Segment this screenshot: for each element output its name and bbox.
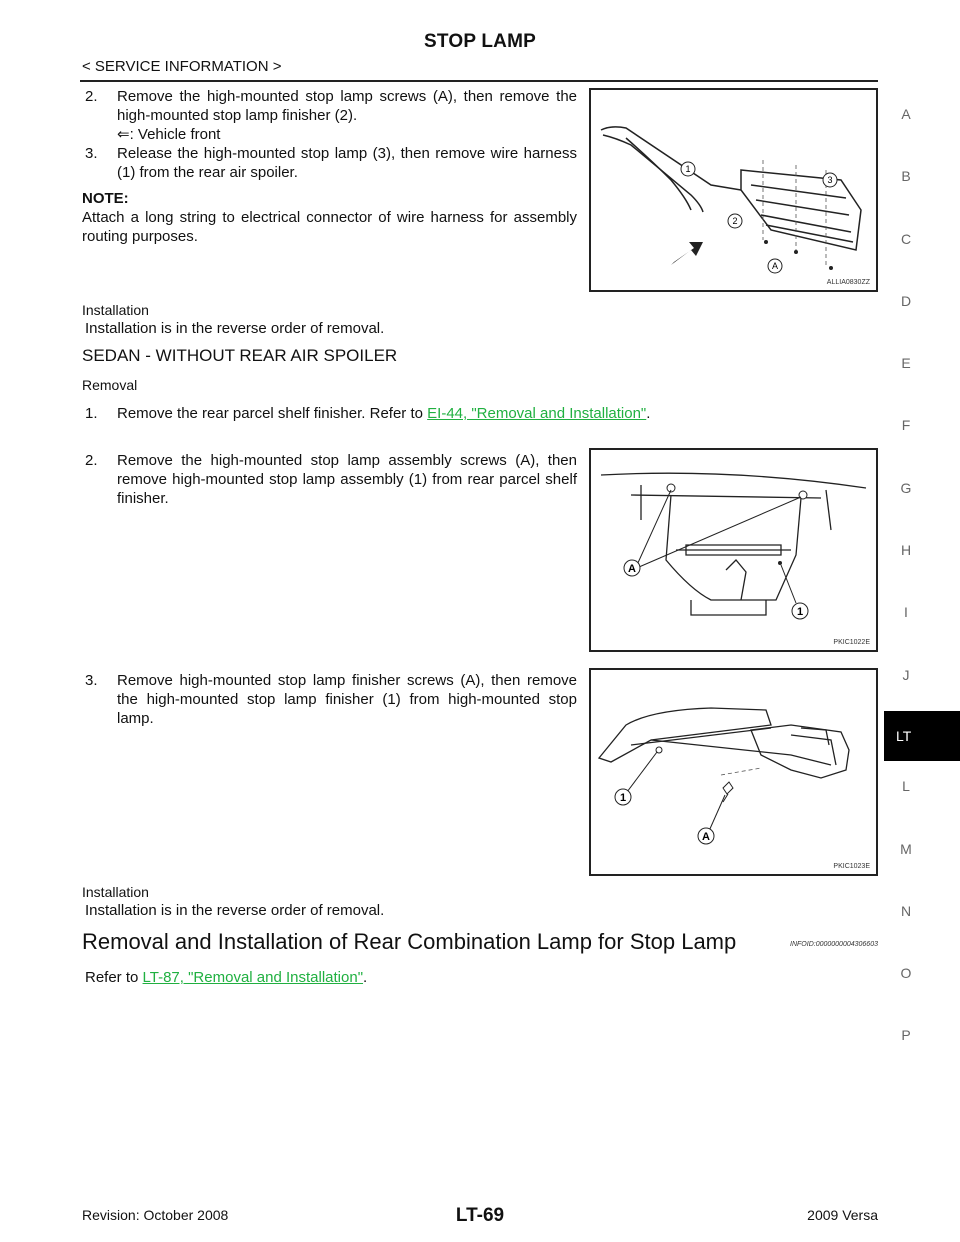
note-block xyxy=(82,189,577,246)
index-letter-b[interactable]: B xyxy=(901,168,911,184)
installation-text: Installation is in the reverse order of removal. xyxy=(85,902,385,919)
link-ei-44[interactable]: EI-44, "Removal and Installation" xyxy=(427,405,647,422)
step-text: Remove the high-mounted stop lamp screws (A), then remove the high-mounted stop lamp finisher (2). xyxy=(117,88,577,124)
index-letter-i[interactable]: I xyxy=(904,604,908,620)
page-number: LT-69 xyxy=(455,1205,505,1226)
footer-revision: Revision: October 2008 xyxy=(82,1207,229,1223)
step-end: . xyxy=(646,405,651,422)
spoiler-diagram-illustration xyxy=(591,90,876,290)
note-text: Attach a long string to electrical connector of wire harness for assembly routing purposes. xyxy=(82,209,577,245)
step-note: ⇐: Vehicle front xyxy=(117,126,221,143)
index-letter-m[interactable]: M xyxy=(900,841,912,857)
figure-lamp-finisher xyxy=(589,668,878,876)
index-letter-a[interactable]: A xyxy=(901,106,911,122)
step-number: 2. xyxy=(85,452,98,469)
index-letter-o[interactable]: O xyxy=(900,965,912,981)
index-letter-j[interactable]: J xyxy=(902,667,910,683)
step-3-remove-finisher-screws xyxy=(85,671,577,728)
step-2-remove-assembly xyxy=(85,451,577,508)
refer-end: . xyxy=(363,969,368,986)
figure-label: A xyxy=(628,563,636,575)
section-subtitle: < SERVICE INFORMATION > xyxy=(82,58,282,75)
step-number: 1. xyxy=(85,405,98,422)
info-id: INFOID:0000000004306603 xyxy=(790,941,878,948)
footer-model: 2009 Versa xyxy=(807,1207,878,1223)
index-letter-d[interactable]: D xyxy=(900,293,912,309)
step-number: 3. xyxy=(85,672,98,689)
index-tab-lt-active[interactable]: LT xyxy=(884,711,960,761)
page-title: STOP LAMP xyxy=(424,31,536,52)
link-lt-87[interactable]: LT-87, "Removal and Installation" xyxy=(142,969,364,986)
index-letter-f[interactable]: F xyxy=(901,417,911,433)
step-text: Remove the rear parcel shelf finisher. Refer to xyxy=(117,405,423,422)
step-number: 2. xyxy=(85,88,98,105)
installation-text: Installation is in the reverse order of removal. xyxy=(85,320,385,337)
step-1-remove-shelf-finisher xyxy=(85,404,705,423)
section-heading-sedan: SEDAN - WITHOUT REAR AIR SPOILER xyxy=(82,346,398,365)
index-letter-g[interactable]: G xyxy=(900,480,912,496)
section-heading-rear-combination-lamp: Removal and Installation of Rear Combination Lamp for Stop Lamp xyxy=(82,929,737,954)
figure-code: PKIC1023E xyxy=(833,863,870,870)
lamp-finisher-illustration xyxy=(591,670,876,874)
figure-label: 3 xyxy=(827,175,833,185)
figure-code: ALLIA0830ZZ xyxy=(826,279,870,286)
note-label: NOTE: xyxy=(82,190,129,207)
figure-code: PKIC1022E xyxy=(833,639,870,646)
step-text: Remove the high-mounted stop lamp assembly screws (A), then remove high-mounted stop lamp assembly (1) from rear parcel shelf finisher. xyxy=(117,452,577,507)
figure-label: A xyxy=(702,831,710,843)
index-letter-h[interactable]: H xyxy=(900,542,912,558)
step-text: Remove high-mounted stop lamp finisher screws (A), then remove the high-mounted stop lamp finisher (1) from high-mounted stop lamp. xyxy=(117,672,577,727)
installation-label: Installation xyxy=(82,302,149,318)
figure-label: 2 xyxy=(732,216,738,226)
figure-label: 1 xyxy=(685,164,691,174)
step-number: 3. xyxy=(85,145,98,162)
header-rule xyxy=(80,80,878,82)
refer-line xyxy=(85,968,367,987)
step-3-release-lamp xyxy=(85,144,577,182)
figure-shelf-finisher xyxy=(589,448,878,652)
figure-label: 1 xyxy=(796,606,804,618)
figure-label: A xyxy=(771,261,779,271)
step-2-remove-screws xyxy=(85,87,577,144)
figure-label: 1 xyxy=(619,792,627,804)
installation-label: Installation xyxy=(82,884,149,900)
index-letter-e[interactable]: E xyxy=(901,355,911,371)
index-letter-n[interactable]: N xyxy=(900,903,912,919)
index-letter-l[interactable]: L xyxy=(902,778,910,794)
step-text: Release the high-mounted stop lamp (3), then remove wire harness (1) from the rear air spoiler. xyxy=(117,145,577,181)
shelf-finisher-illustration xyxy=(591,450,876,650)
removal-label: Removal xyxy=(82,377,138,393)
figure-spoiler-stop-lamp xyxy=(589,88,878,292)
index-letter-p[interactable]: P xyxy=(901,1027,911,1043)
index-letter-c[interactable]: C xyxy=(900,231,912,247)
refer-text: Refer to xyxy=(85,969,139,986)
